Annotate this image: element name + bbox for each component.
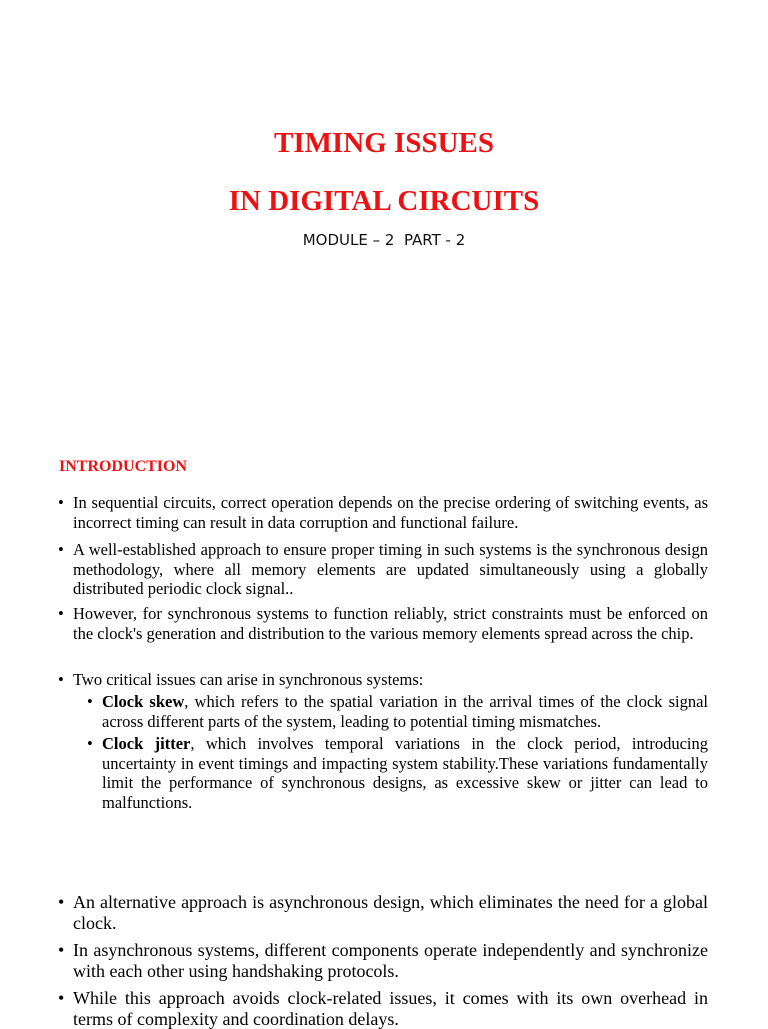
- intro-bullet-4: • Two critical issues can arise in synchronous systems:: [73, 670, 708, 690]
- alternative-bullet-1: • An alternative approach is asynchronous design, which eliminates the need for a global clock.: [73, 892, 708, 933]
- page-subtitle: MODULE – 2 PART - 2: [302, 231, 466, 249]
- sub-bullet-clock-skew: [102, 692, 708, 731]
- sub-bullet-clock-jitter: [102, 734, 708, 812]
- page-title-line-2: IN DIGITAL CIRCUITS: [228, 185, 540, 217]
- clock-jitter-description: , which involves temporal variations in the clock period, introducing uncertainty in event timings and impacting system stability.These variations fundamentally limit the performance of synchronous designs, as excessive skew or jitter can lead to malfunctions.: [102, 734, 708, 812]
- section-heading-introduction: INTRODUCTION: [59, 458, 188, 475]
- alternative-bullet-3: • While this approach avoids clock-related issues, it comes with its own overhead in terms of complexity and coordination delays.: [73, 988, 708, 1029]
- intro-bullet-1: • In sequential circuits, correct operation depends on the precise ordering of switching events, as incorrect timing can result in data corruption and functional failure.: [73, 493, 708, 532]
- intro-bullet-3: • However, for synchronous systems to function reliably, strict constraints must be enforced on the clock's generation and distribution to the various memory elements spread across the chip.: [73, 604, 708, 643]
- intro-bullet-2: • A well-established approach to ensure proper timing in such systems is the synchronous design methodology, where all memory elements are updated simultaneously using a globally distributed periodic clock signal..: [73, 540, 708, 599]
- term-clock-skew: Clock skew: [102, 692, 185, 711]
- clock-skew-description: , which refers to the spatial variation in the arrival times of the clock signal across different parts of the system, leading to potential timing mismatches.: [102, 692, 708, 731]
- page-title-line-1: TIMING ISSUES: [274, 127, 494, 159]
- term-clock-jitter: Clock jitter: [102, 734, 191, 753]
- alternative-bullet-2: • In asynchronous systems, different components operate independently and synchronize with each other using handshaking protocols.: [73, 940, 708, 981]
